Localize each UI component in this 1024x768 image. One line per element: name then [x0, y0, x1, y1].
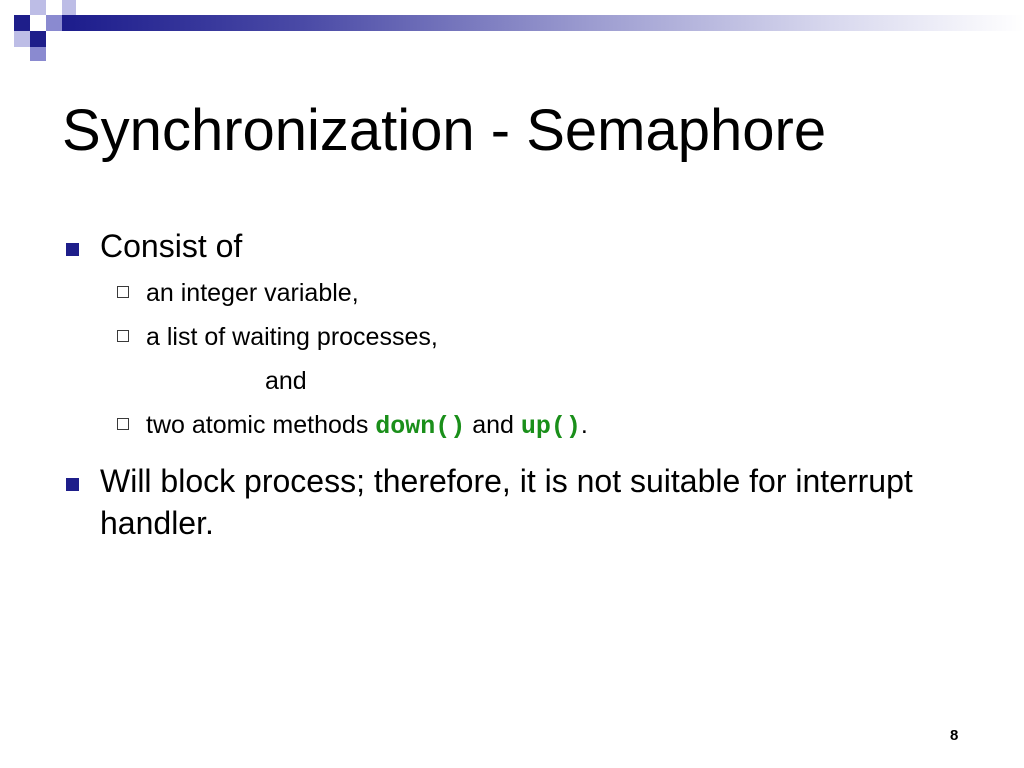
page-number: 8: [950, 727, 959, 744]
sub-bullet-text: a list of waiting processes,: [146, 323, 438, 351]
sub-bullet-continuation: [62, 364, 982, 398]
sub-bullet-text-pre: two atomic methods: [146, 411, 376, 439]
code-up: up(): [520, 412, 581, 441]
header-square: [14, 15, 30, 31]
sub-bullet-item: [62, 276, 982, 310]
header-gradient-bar: [62, 15, 1024, 31]
header-square: [30, 47, 46, 61]
bullet-text: Consist of: [100, 228, 243, 264]
header-square: [62, 0, 76, 15]
hollow-square-bullet-icon: [117, 286, 129, 298]
bullet-text: Will block process; therefore, it is not suitable for interrupt handler.: [100, 463, 913, 541]
slide-body: [62, 226, 982, 544]
sub-bullet-text: an integer variable,: [146, 279, 359, 307]
bullet-item: [62, 226, 982, 266]
header-square: [14, 31, 30, 47]
sub-bullet-item: [62, 408, 982, 444]
code-down: down(): [375, 412, 466, 441]
header-square: [30, 31, 46, 47]
sub-bullet-text-post: .: [580, 411, 588, 439]
header-square: [30, 0, 46, 15]
square-bullet-icon: [66, 243, 79, 256]
header-square: [46, 15, 62, 31]
bullet-item: [62, 460, 982, 544]
square-bullet-icon: [66, 478, 79, 491]
sub-bullet-text: and: [265, 367, 307, 395]
sub-bullet-item: [62, 320, 982, 354]
slide-title: Synchronization - Semaphore: [62, 98, 827, 163]
hollow-square-bullet-icon: [117, 418, 129, 430]
sub-bullet-text-mid: and: [465, 411, 521, 439]
hollow-square-bullet-icon: [117, 330, 129, 342]
